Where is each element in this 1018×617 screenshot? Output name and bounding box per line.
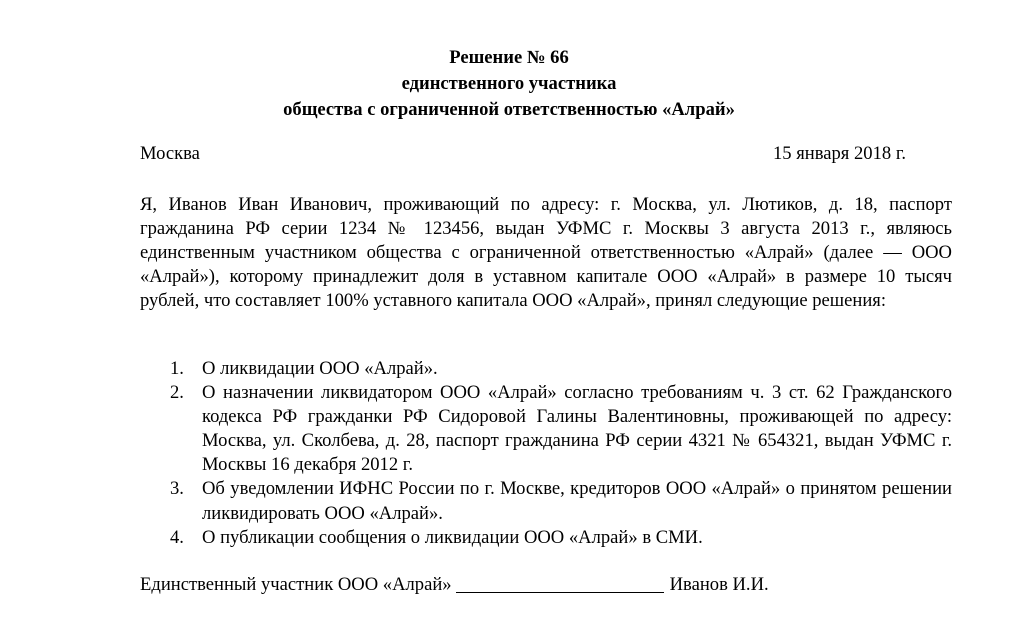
decision-number: 4. <box>170 526 184 548</box>
title-line-decision-number: Решение № 66 <box>449 47 569 68</box>
decision-number: 2. <box>170 382 184 404</box>
decision-text: О назначении ликвидатором ООО «Алрай» согласно требованиям ч. 3 ст. 62 Гражданского кодекса РФ гражданки РФ Сидоровой Галины Валентиновны, проживающей по адресу: Москва, ул. Сколбева, д. 28, паспорт гражданина РФ серии 4321 № 654321, выдан УФМС г. Москвы 16 декабря 2012 г. <box>202 382 952 476</box>
intro-paragraph: Я, Иванов Иван Иванович, проживающий по адресу: г. Москва, ул. Лютиков, д. 18, паспорт гражданина РФ серии 1234 № 123456, выдан УФМС г. Москвы 3 августа 2013 г., являюсь единственным участником общества с ограниченной ответственностью «Алрай» (далее — ООО «Алрай»), которому принадлежит доля в уставном капитале ООО «Алрай» в размере 10 тысяч рублей, что составляет 100% уставного капитала ООО «Алрай», принял следующие решения: <box>140 194 952 312</box>
decision-item <box>140 357 952 381</box>
decision-number: 3. <box>170 478 184 500</box>
signature-row <box>140 573 769 597</box>
title-line-sole-participant: единственного участника <box>401 73 617 94</box>
decision-item <box>140 477 952 525</box>
document-title <box>0 45 1018 123</box>
signatory-role: Единственный участник ООО «Алрай» <box>140 574 452 595</box>
place-date-row <box>140 142 906 166</box>
decision-text: О публикации сообщения о ликвидации ООО «Алрай» в СМИ. <box>202 526 703 548</box>
decision-text: О ликвидации ООО «Алрай». <box>202 358 438 379</box>
signatory-name: Иванов И.И. <box>669 574 769 595</box>
title-line-company: общества с ограниченной ответственностью «Алрай» <box>283 99 735 120</box>
decision-item <box>140 526 952 550</box>
signature-line <box>456 574 664 593</box>
document-date: 15 января 2018 г. <box>772 143 906 164</box>
decision-item <box>140 381 952 477</box>
decision-number: 1. <box>170 358 184 379</box>
decision-text: Об уведомлении ИФНС России по г. Москве, кредиторов ООО «Алрай» о принятом решении ликвидировать ООО «Алрай». <box>202 478 952 524</box>
city: Москва <box>140 143 200 164</box>
decisions-list <box>140 357 952 550</box>
